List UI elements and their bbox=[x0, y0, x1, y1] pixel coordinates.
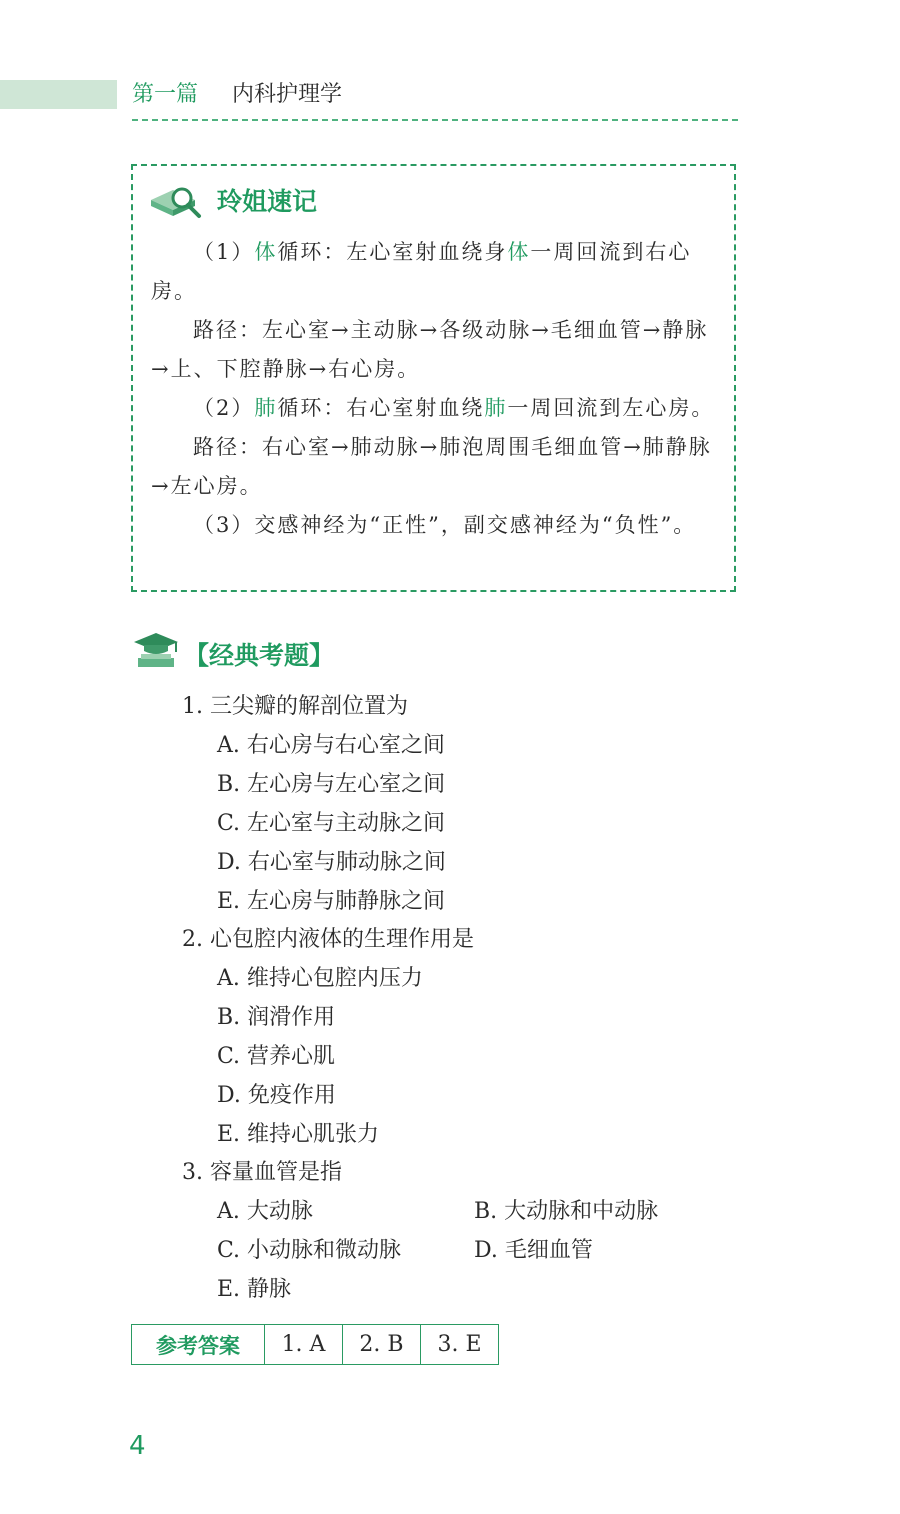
header-title: 内科护理学 bbox=[232, 82, 343, 107]
option: A. 大动脉 bbox=[217, 1199, 313, 1224]
keyword-body: 体 bbox=[507, 240, 531, 264]
memo-body bbox=[151, 233, 721, 545]
header-accent-bar bbox=[0, 80, 117, 109]
question-stem: 3. 容量血管是指 bbox=[182, 1160, 342, 1185]
answer-cell: 3. E bbox=[421, 1325, 499, 1365]
option: C. 营养心肌 bbox=[217, 1044, 336, 1069]
question-stem: 2. 心包腔内液体的生理作用是 bbox=[182, 927, 474, 952]
section-title: 【经典考题】 bbox=[184, 641, 335, 670]
answer-cell: 1. A bbox=[265, 1325, 343, 1365]
option: B. 润滑作用 bbox=[217, 1005, 336, 1030]
answer-cell: 2. B bbox=[343, 1325, 421, 1365]
option: B. 左心房与左心室之间 bbox=[217, 772, 446, 797]
graduation-cap-icon bbox=[132, 630, 182, 672]
option: A. 维持心包腔内压力 bbox=[217, 966, 423, 991]
header-part: 第一篇 bbox=[132, 82, 199, 107]
option: D. 免疫作用 bbox=[217, 1083, 336, 1108]
option: C. 小动脉和微动脉 bbox=[217, 1238, 402, 1263]
option: B. 大动脉和中动脉 bbox=[474, 1199, 659, 1224]
memo-paragraph-5: （3）交感神经为“正性”，副交感神经为“负性”。 bbox=[193, 513, 697, 537]
option: A. 右心房与右心室之间 bbox=[217, 733, 445, 758]
option: C. 左心室与主动脉之间 bbox=[217, 811, 446, 836]
option: E. 左心房与肺静脉之间 bbox=[217, 889, 446, 914]
option: E. 维持心肌张力 bbox=[217, 1122, 380, 1147]
answer-table bbox=[131, 1324, 499, 1365]
option: E. 静脉 bbox=[217, 1277, 292, 1302]
header-divider bbox=[132, 119, 738, 121]
option: D. 右心室与肺动脉之间 bbox=[217, 850, 446, 875]
memo-paragraph-3: （2）肺循环：右心室射血绕肺一周回流到左心房。 bbox=[193, 396, 715, 420]
memo-paragraph-1: （1）体循环：左心室射血绕身体一周回流到右心房。 bbox=[151, 240, 692, 303]
answer-label: 参考答案 bbox=[132, 1325, 265, 1365]
magnifier-book-icon bbox=[149, 184, 209, 222]
keyword-lung: 肺 bbox=[254, 396, 278, 420]
memo-paragraph-4: 路径：右心室→肺动脉→肺泡周围毛细血管→肺静脉→左心房。 bbox=[151, 435, 712, 498]
question-stem: 1. 三尖瓣的解剖位置为 bbox=[182, 694, 408, 719]
page-number: 4 bbox=[129, 1431, 146, 1461]
keyword-body: 体 bbox=[254, 240, 278, 264]
memo-box bbox=[131, 164, 736, 592]
memo-title: 玲姐速记 bbox=[217, 187, 318, 216]
keyword-lung: 肺 bbox=[484, 396, 508, 420]
memo-paragraph-2: 路径：左心室→主动脉→各级动脉→毛细血管→静脉→上、下腔静脉→右心房。 bbox=[151, 318, 709, 381]
option: D. 毛细血管 bbox=[474, 1238, 593, 1263]
